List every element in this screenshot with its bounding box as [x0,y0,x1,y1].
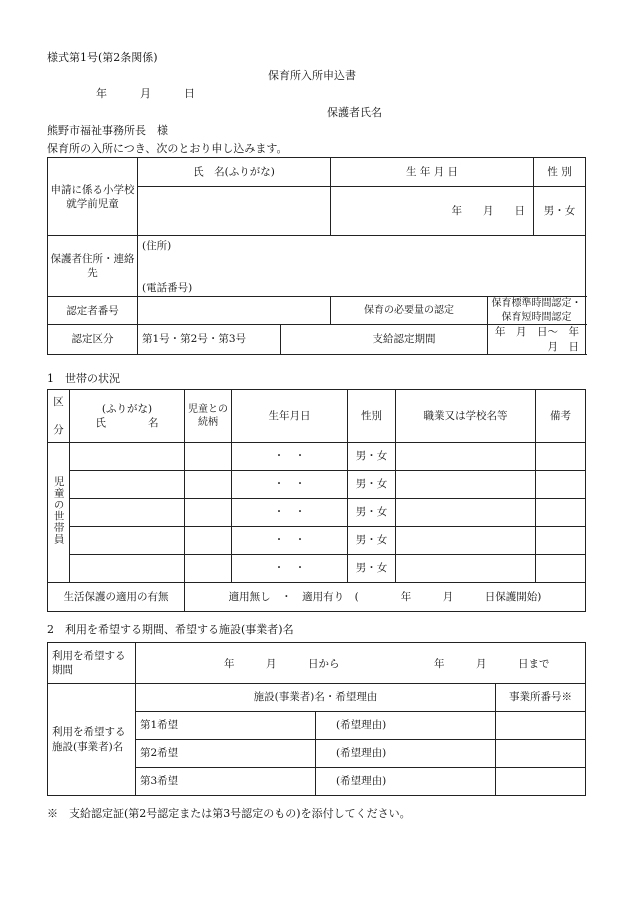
applicant-birth-header: 生 年 月 日 [331,158,534,187]
period-to: 年 月 日まで [434,658,550,670]
section1-heading: 1 世帯の状況 [47,372,120,385]
member-birth-cell[interactable]: ・ ・ [232,443,348,471]
facility-table [47,642,586,796]
table-row [48,443,586,471]
welfare-label: 生活保護の適用の有無 [48,583,185,612]
member-gender-cell[interactable]: 男・女 [348,555,396,583]
household-table [47,389,586,612]
address-label: (住所) [142,240,172,253]
table-row [48,499,586,527]
furigana-header: (ふりがな) [101,402,153,415]
member-birth-cell[interactable]: ・ ・ [232,555,348,583]
member-gender-cell[interactable]: 男・女 [348,443,396,471]
table-row [48,471,586,499]
member-gender-cell[interactable]: 男・女 [348,471,396,499]
guardian-address-field[interactable] [138,236,586,297]
facility-name-header: 施設(事業者)名・希望理由 [136,684,496,712]
table-row [48,555,586,583]
form-number: 様式第1号(第2条関係) [47,51,158,64]
choice-2[interactable]: 第2希望 [136,740,316,768]
household-birth-header: 生年月日 [232,390,348,443]
care-need-value[interactable]: 保育標準時間認定・保育短時間認定 [488,297,586,325]
household-relation-header: 児童との続柄 [185,390,232,443]
choice-1-office-number[interactable] [496,712,586,740]
cert-period-label: 支給認定期間 [281,325,488,354]
choice-2-reason[interactable]: (希望理由) [316,740,496,768]
member-gender-cell[interactable]: 男・女 [348,527,396,555]
member-gender-cell[interactable]: 男・女 [348,499,396,527]
choice-3[interactable]: 第3希望 [136,768,316,796]
applicant-gender-header: 性 別 [534,158,586,187]
member-birth-cell[interactable]: ・ ・ [232,527,348,555]
household-notes-header: 備考 [536,390,586,443]
member-birth-cell[interactable]: ・ ・ [232,471,348,499]
usage-period-label: 利用を希望する期間 [48,643,136,684]
welfare-value[interactable]: 適用無し ・ 適用有り ( 年 月 日保護開始) [185,583,586,612]
household-job-header: 職業又は学校名等 [396,390,536,443]
section2-heading: 2 利用を希望する期間、希望する施設(事業者)名 [47,623,294,636]
household-gender-header: 性別 [348,390,396,443]
cert-number-label: 認定者番号 [48,297,138,325]
applicant-table [47,157,590,355]
cert-class-label: 認定区分 [48,325,138,354]
cert-class-value[interactable]: 第1号・第2号・第3号 [138,325,281,354]
addressee: 熊野市福祉事務所長 様 [47,124,168,137]
care-need-label: 保育の必要量の認定 [331,297,488,325]
office-number-header: 事業所番号※ [496,684,586,712]
household-name-header [70,390,185,443]
household-member-label: 児童の世帯員 [48,443,70,583]
member-birth-cell[interactable]: ・ ・ [232,499,348,527]
name-header: 氏 名 [95,417,159,429]
choice-1-reason[interactable]: (希望理由) [316,712,496,740]
choice-1[interactable]: 第1希望 [136,712,316,740]
table-row [48,527,586,555]
date-line: 年 月 日 [96,87,195,100]
applicant-gender-field[interactable]: 男・女 [534,187,586,236]
period-from: 年 月 日から [224,658,340,670]
choice-2-office-number[interactable] [496,740,586,768]
applicant-birth-field[interactable]: 年 月 日 [331,187,534,236]
usage-period-field[interactable] [136,643,586,684]
class-header-top: 区 [53,395,64,408]
page-title: 保育所入所申込書 [268,69,356,82]
footnote: ※ 支給認定証(第2号認定または第3号認定のもの)を添付してください。 [47,807,411,820]
facility-label: 利用を希望する施設(事業者)名 [48,684,136,796]
applicant-name-field[interactable] [138,187,331,236]
cert-number-field[interactable] [138,297,331,325]
guardian-name-label: 保護者氏名 [327,106,382,119]
household-class-header [48,390,70,443]
applicant-name-header: 氏 名(ふりがな) [138,158,331,187]
phone-label: (電話番号) [142,282,193,295]
choice-3-office-number[interactable] [496,768,586,796]
intro-text: 保育所の入所につき、次のとおり申し込みます。 [47,142,288,155]
guardian-contact-label: 保護者住所・連絡先 [48,236,138,297]
class-header-bottom: 分 [53,424,64,436]
applicant-child-label: 申請に係る小学校就学前児童 [48,158,138,236]
choice-3-reason[interactable]: (希望理由) [316,768,496,796]
cert-period-value[interactable]: 年 月 日〜 年 月 日 [488,325,586,354]
